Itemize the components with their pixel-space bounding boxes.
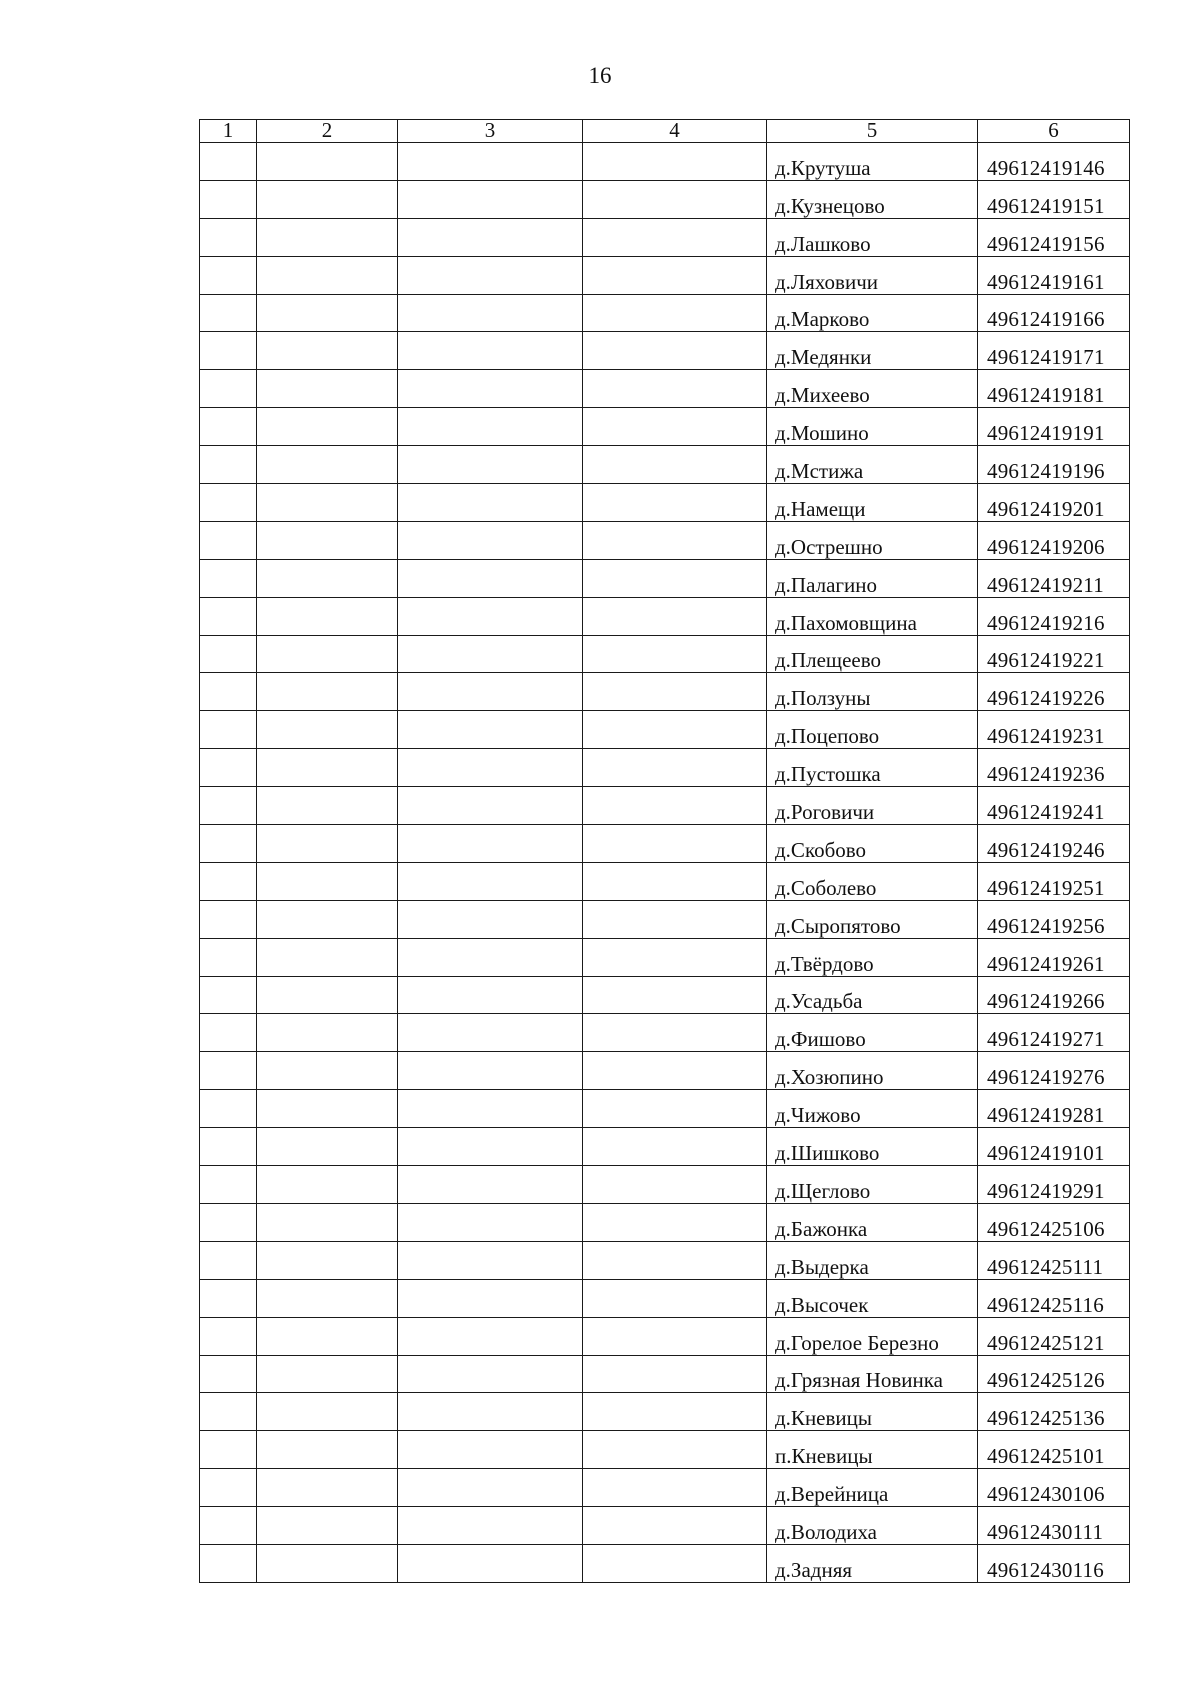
empty-cell-col-1 — [200, 1128, 257, 1166]
empty-cell-col-4 — [583, 1355, 767, 1393]
empty-cell-col-1 — [200, 143, 257, 181]
table-row — [200, 332, 1130, 370]
table-row — [200, 711, 1130, 749]
settlement-name: д.Щеглово — [767, 1166, 978, 1204]
empty-cell-col-2 — [257, 862, 398, 900]
settlement-name: д.Задняя — [767, 1544, 978, 1582]
empty-cell-col-1 — [200, 673, 257, 711]
oktmo-code: 49612425101 — [978, 1431, 1130, 1469]
settlement-name: д.Роговичи — [767, 787, 978, 825]
empty-cell-col-3 — [398, 938, 583, 976]
empty-cell-col-3 — [398, 1393, 583, 1431]
empty-cell-col-3 — [398, 673, 583, 711]
empty-cell-col-2 — [257, 1052, 398, 1090]
empty-cell-col-2 — [257, 938, 398, 976]
empty-cell-col-2 — [257, 446, 398, 484]
empty-cell-col-1 — [200, 711, 257, 749]
empty-cell-col-4 — [583, 294, 767, 332]
empty-cell-col-2 — [257, 1469, 398, 1507]
table-row — [200, 1393, 1130, 1431]
empty-cell-col-4 — [583, 521, 767, 559]
empty-cell-col-3 — [398, 559, 583, 597]
empty-cell-col-4 — [583, 711, 767, 749]
empty-cell-col-4 — [583, 1014, 767, 1052]
table-header — [200, 120, 1130, 143]
settlement-name: д.Медянки — [767, 332, 978, 370]
oktmo-code: 49612419246 — [978, 825, 1130, 863]
oktmo-code: 49612419191 — [978, 408, 1130, 446]
empty-cell-col-4 — [583, 749, 767, 787]
empty-cell-col-3 — [398, 787, 583, 825]
settlement-name: д.Усадьба — [767, 976, 978, 1014]
empty-cell-col-3 — [398, 1355, 583, 1393]
settlement-name: д.Острешно — [767, 521, 978, 559]
empty-cell-col-1 — [200, 862, 257, 900]
empty-cell-col-2 — [257, 484, 398, 522]
empty-cell-col-3 — [398, 370, 583, 408]
table-row — [200, 559, 1130, 597]
empty-cell-col-2 — [257, 1507, 398, 1545]
oktmo-code: 49612430106 — [978, 1469, 1130, 1507]
empty-cell-col-3 — [398, 749, 583, 787]
oktmo-code: 49612419271 — [978, 1014, 1130, 1052]
empty-cell-col-1 — [200, 332, 257, 370]
table-row — [200, 218, 1130, 256]
empty-cell-col-3 — [398, 218, 583, 256]
oktmo-code: 49612419166 — [978, 294, 1130, 332]
empty-cell-col-4 — [583, 143, 767, 181]
empty-cell-col-4 — [583, 976, 767, 1014]
empty-cell-col-3 — [398, 825, 583, 863]
oktmo-code: 49612419236 — [978, 749, 1130, 787]
table-body — [200, 143, 1130, 1583]
table-row — [200, 370, 1130, 408]
empty-cell-col-1 — [200, 1544, 257, 1582]
empty-cell-col-3 — [398, 484, 583, 522]
empty-cell-col-2 — [257, 180, 398, 218]
table-row — [200, 597, 1130, 635]
empty-cell-col-1 — [200, 1317, 257, 1355]
table-row — [200, 635, 1130, 673]
table-row — [200, 446, 1130, 484]
empty-cell-col-1 — [200, 1393, 257, 1431]
header-col-4: 4 — [583, 120, 767, 143]
empty-cell-col-3 — [398, 1544, 583, 1582]
empty-cell-col-2 — [257, 1014, 398, 1052]
settlement-name: д.Выдерка — [767, 1241, 978, 1279]
empty-cell-col-2 — [257, 559, 398, 597]
oktmo-code: 49612419216 — [978, 597, 1130, 635]
settlement-name: д.Ползуны — [767, 673, 978, 711]
oktmo-code: 49612419206 — [978, 521, 1130, 559]
empty-cell-col-4 — [583, 1279, 767, 1317]
empty-cell-col-3 — [398, 1203, 583, 1241]
empty-cell-col-2 — [257, 370, 398, 408]
table-row — [200, 1279, 1130, 1317]
empty-cell-col-2 — [257, 218, 398, 256]
oktmo-code: 49612425121 — [978, 1317, 1130, 1355]
empty-cell-col-3 — [398, 1317, 583, 1355]
table-row — [200, 1166, 1130, 1204]
table-row — [200, 1431, 1130, 1469]
empty-cell-col-4 — [583, 635, 767, 673]
empty-cell-col-2 — [257, 597, 398, 635]
table-row — [200, 787, 1130, 825]
oktmo-code: 49612419156 — [978, 218, 1130, 256]
empty-cell-col-2 — [257, 749, 398, 787]
settlement-name: д.Палагино — [767, 559, 978, 597]
empty-cell-col-4 — [583, 597, 767, 635]
empty-cell-col-1 — [200, 597, 257, 635]
empty-cell-col-2 — [257, 1128, 398, 1166]
settlement-name: д.Поцепово — [767, 711, 978, 749]
header-row — [200, 120, 1130, 143]
settlement-name: д.Хозюпино — [767, 1052, 978, 1090]
empty-cell-col-4 — [583, 1431, 767, 1469]
oktmo-code: 49612419256 — [978, 900, 1130, 938]
settlement-name: д.Грязная Новинка — [767, 1355, 978, 1393]
empty-cell-col-4 — [583, 938, 767, 976]
empty-cell-col-1 — [200, 1052, 257, 1090]
settlement-name: д.Мстижа — [767, 446, 978, 484]
empty-cell-col-3 — [398, 521, 583, 559]
empty-cell-col-3 — [398, 294, 583, 332]
empty-cell-col-1 — [200, 1203, 257, 1241]
empty-cell-col-3 — [398, 1279, 583, 1317]
table-row — [200, 1014, 1130, 1052]
table-row — [200, 1469, 1130, 1507]
empty-cell-col-2 — [257, 635, 398, 673]
table-row — [200, 143, 1130, 181]
empty-cell-col-1 — [200, 1431, 257, 1469]
oktmo-code: 49612419101 — [978, 1128, 1130, 1166]
header-col-3: 3 — [398, 120, 583, 143]
empty-cell-col-4 — [583, 180, 767, 218]
empty-cell-col-4 — [583, 446, 767, 484]
empty-cell-col-4 — [583, 256, 767, 294]
empty-cell-col-4 — [583, 218, 767, 256]
empty-cell-col-1 — [200, 749, 257, 787]
oktmo-code: 49612425116 — [978, 1279, 1130, 1317]
empty-cell-col-1 — [200, 635, 257, 673]
oktmo-code: 49612419146 — [978, 143, 1130, 181]
empty-cell-col-4 — [583, 1544, 767, 1582]
empty-cell-col-1 — [200, 1279, 257, 1317]
empty-cell-col-4 — [583, 484, 767, 522]
oktmo-code: 49612419211 — [978, 559, 1130, 597]
table-row — [200, 294, 1130, 332]
empty-cell-col-3 — [398, 711, 583, 749]
empty-cell-col-2 — [257, 976, 398, 1014]
empty-cell-col-3 — [398, 1128, 583, 1166]
empty-cell-col-2 — [257, 1393, 398, 1431]
table-row — [200, 1317, 1130, 1355]
empty-cell-col-3 — [398, 143, 583, 181]
empty-cell-col-1 — [200, 938, 257, 976]
oktmo-code: 49612419151 — [978, 180, 1130, 218]
empty-cell-col-4 — [583, 1090, 767, 1128]
empty-cell-col-1 — [200, 484, 257, 522]
empty-cell-col-3 — [398, 1469, 583, 1507]
empty-cell-col-1 — [200, 370, 257, 408]
settlement-name: д.Сыропятово — [767, 900, 978, 938]
settlement-name: п.Кневицы — [767, 1431, 978, 1469]
empty-cell-col-2 — [257, 900, 398, 938]
empty-cell-col-4 — [583, 1241, 767, 1279]
oktmo-code: 49612419221 — [978, 635, 1130, 673]
empty-cell-col-2 — [257, 1544, 398, 1582]
empty-cell-col-2 — [257, 294, 398, 332]
table-row — [200, 900, 1130, 938]
table-row — [200, 1203, 1130, 1241]
oktmo-code: 49612419281 — [978, 1090, 1130, 1128]
empty-cell-col-2 — [257, 825, 398, 863]
empty-cell-col-3 — [398, 1431, 583, 1469]
empty-cell-col-2 — [257, 1166, 398, 1204]
header-col-6: 6 — [978, 120, 1130, 143]
settlement-name: д.Крутуша — [767, 143, 978, 181]
table-row — [200, 1241, 1130, 1279]
empty-cell-col-1 — [200, 900, 257, 938]
table-row — [200, 1507, 1130, 1545]
empty-cell-col-2 — [257, 1431, 398, 1469]
header-col-1: 1 — [200, 120, 257, 143]
settlement-name: д.Марково — [767, 294, 978, 332]
empty-cell-col-3 — [398, 862, 583, 900]
empty-cell-col-1 — [200, 1166, 257, 1204]
empty-cell-col-2 — [257, 1317, 398, 1355]
table-row — [200, 180, 1130, 218]
empty-cell-col-3 — [398, 1090, 583, 1128]
empty-cell-col-4 — [583, 332, 767, 370]
empty-cell-col-4 — [583, 787, 767, 825]
empty-cell-col-4 — [583, 1393, 767, 1431]
oktmo-code: 49612425136 — [978, 1393, 1130, 1431]
empty-cell-col-3 — [398, 900, 583, 938]
empty-cell-col-1 — [200, 446, 257, 484]
empty-cell-col-2 — [257, 332, 398, 370]
settlement-name: д.Пахомовщина — [767, 597, 978, 635]
empty-cell-col-1 — [200, 256, 257, 294]
empty-cell-col-2 — [257, 1090, 398, 1128]
empty-cell-col-3 — [398, 1014, 583, 1052]
page-number: 16 — [588, 63, 612, 88]
settlement-name: д.Володиха — [767, 1507, 978, 1545]
settlement-name: д.Кневицы — [767, 1393, 978, 1431]
empty-cell-col-1 — [200, 1355, 257, 1393]
empty-cell-col-1 — [200, 294, 257, 332]
empty-cell-col-3 — [398, 635, 583, 673]
empty-cell-col-2 — [257, 787, 398, 825]
empty-cell-col-4 — [583, 1507, 767, 1545]
empty-cell-col-3 — [398, 597, 583, 635]
empty-cell-col-4 — [583, 1166, 767, 1204]
settlement-name: д.Фишово — [767, 1014, 978, 1052]
oktmo-code: 49612430116 — [978, 1544, 1130, 1582]
empty-cell-col-3 — [398, 446, 583, 484]
header-col-5: 5 — [767, 120, 978, 143]
table-row — [200, 256, 1130, 294]
empty-cell-col-3 — [398, 1241, 583, 1279]
oktmo-code: 49612419241 — [978, 787, 1130, 825]
empty-cell-col-4 — [583, 900, 767, 938]
empty-cell-col-1 — [200, 521, 257, 559]
empty-cell-col-1 — [200, 218, 257, 256]
empty-cell-col-4 — [583, 1203, 767, 1241]
empty-cell-col-2 — [257, 673, 398, 711]
settlement-name: д.Михеево — [767, 370, 978, 408]
settlement-name: д.Чижово — [767, 1090, 978, 1128]
table-row — [200, 862, 1130, 900]
empty-cell-col-4 — [583, 1052, 767, 1090]
oktmo-code: 49612419181 — [978, 370, 1130, 408]
empty-cell-col-4 — [583, 559, 767, 597]
empty-cell-col-2 — [257, 1241, 398, 1279]
empty-cell-col-2 — [257, 256, 398, 294]
empty-cell-col-4 — [583, 370, 767, 408]
oktmo-code: 49612419266 — [978, 976, 1130, 1014]
oktmo-code: 49612419261 — [978, 938, 1130, 976]
oktmo-code: 49612425111 — [978, 1241, 1130, 1279]
table-row — [200, 521, 1130, 559]
empty-cell-col-2 — [257, 521, 398, 559]
empty-cell-col-3 — [398, 180, 583, 218]
settlements-table-container — [199, 119, 1129, 1583]
settlement-name: д.Соболево — [767, 862, 978, 900]
empty-cell-col-4 — [583, 1469, 767, 1507]
oktmo-code: 49612419201 — [978, 484, 1130, 522]
settlement-name: д.Намещи — [767, 484, 978, 522]
empty-cell-col-3 — [398, 332, 583, 370]
empty-cell-col-3 — [398, 256, 583, 294]
empty-cell-col-3 — [398, 1166, 583, 1204]
settlement-name: д.Твёрдово — [767, 938, 978, 976]
empty-cell-col-4 — [583, 1317, 767, 1355]
empty-cell-col-1 — [200, 1241, 257, 1279]
oktmo-code: 49612425106 — [978, 1203, 1130, 1241]
settlement-name: д.Плещеево — [767, 635, 978, 673]
empty-cell-col-3 — [398, 1507, 583, 1545]
settlements-table — [199, 119, 1130, 1583]
empty-cell-col-1 — [200, 180, 257, 218]
empty-cell-col-4 — [583, 862, 767, 900]
empty-cell-col-2 — [257, 1355, 398, 1393]
table-row — [200, 976, 1130, 1014]
oktmo-code: 49612430111 — [978, 1507, 1130, 1545]
settlement-name: д.Скобово — [767, 825, 978, 863]
empty-cell-col-1 — [200, 1090, 257, 1128]
empty-cell-col-3 — [398, 408, 583, 446]
empty-cell-col-4 — [583, 1128, 767, 1166]
empty-cell-col-2 — [257, 143, 398, 181]
settlement-name: д.Лашково — [767, 218, 978, 256]
table-row — [200, 673, 1130, 711]
empty-cell-col-1 — [200, 787, 257, 825]
table-row — [200, 1090, 1130, 1128]
table-row — [200, 1544, 1130, 1582]
oktmo-code: 49612419171 — [978, 332, 1130, 370]
oktmo-code: 49612419226 — [978, 673, 1130, 711]
table-row — [200, 825, 1130, 863]
oktmo-code: 49612419276 — [978, 1052, 1130, 1090]
empty-cell-col-4 — [583, 825, 767, 863]
settlement-name: д.Высочек — [767, 1279, 978, 1317]
empty-cell-col-1 — [200, 559, 257, 597]
oktmo-code: 49612419196 — [978, 446, 1130, 484]
oktmo-code: 49612419251 — [978, 862, 1130, 900]
settlement-name: д.Шишково — [767, 1128, 978, 1166]
empty-cell-col-1 — [200, 1014, 257, 1052]
settlement-name: д.Бажонка — [767, 1203, 978, 1241]
empty-cell-col-3 — [398, 1052, 583, 1090]
empty-cell-col-2 — [257, 1279, 398, 1317]
empty-cell-col-1 — [200, 1469, 257, 1507]
empty-cell-col-1 — [200, 1507, 257, 1545]
settlement-name: д.Верейница — [767, 1469, 978, 1507]
empty-cell-col-2 — [257, 1203, 398, 1241]
settlement-name: д.Мошино — [767, 408, 978, 446]
table-row — [200, 749, 1130, 787]
table-row — [200, 938, 1130, 976]
empty-cell-col-4 — [583, 408, 767, 446]
settlement-name: д.Пустошка — [767, 749, 978, 787]
table-row — [200, 484, 1130, 522]
settlement-name: д.Ляховичи — [767, 256, 978, 294]
empty-cell-col-4 — [583, 673, 767, 711]
oktmo-code: 49612419231 — [978, 711, 1130, 749]
settlement-name: д.Горелое Березно — [767, 1317, 978, 1355]
header-col-2: 2 — [257, 120, 398, 143]
empty-cell-col-1 — [200, 408, 257, 446]
table-row — [200, 1052, 1130, 1090]
empty-cell-col-3 — [398, 976, 583, 1014]
empty-cell-col-1 — [200, 825, 257, 863]
empty-cell-col-2 — [257, 711, 398, 749]
table-row — [200, 1128, 1130, 1166]
oktmo-code: 49612425126 — [978, 1355, 1130, 1393]
empty-cell-col-1 — [200, 976, 257, 1014]
oktmo-code: 49612419161 — [978, 256, 1130, 294]
empty-cell-col-2 — [257, 408, 398, 446]
table-row — [200, 408, 1130, 446]
oktmo-code: 49612419291 — [978, 1166, 1130, 1204]
table-row — [200, 1355, 1130, 1393]
settlement-name: д.Кузнецово — [767, 180, 978, 218]
